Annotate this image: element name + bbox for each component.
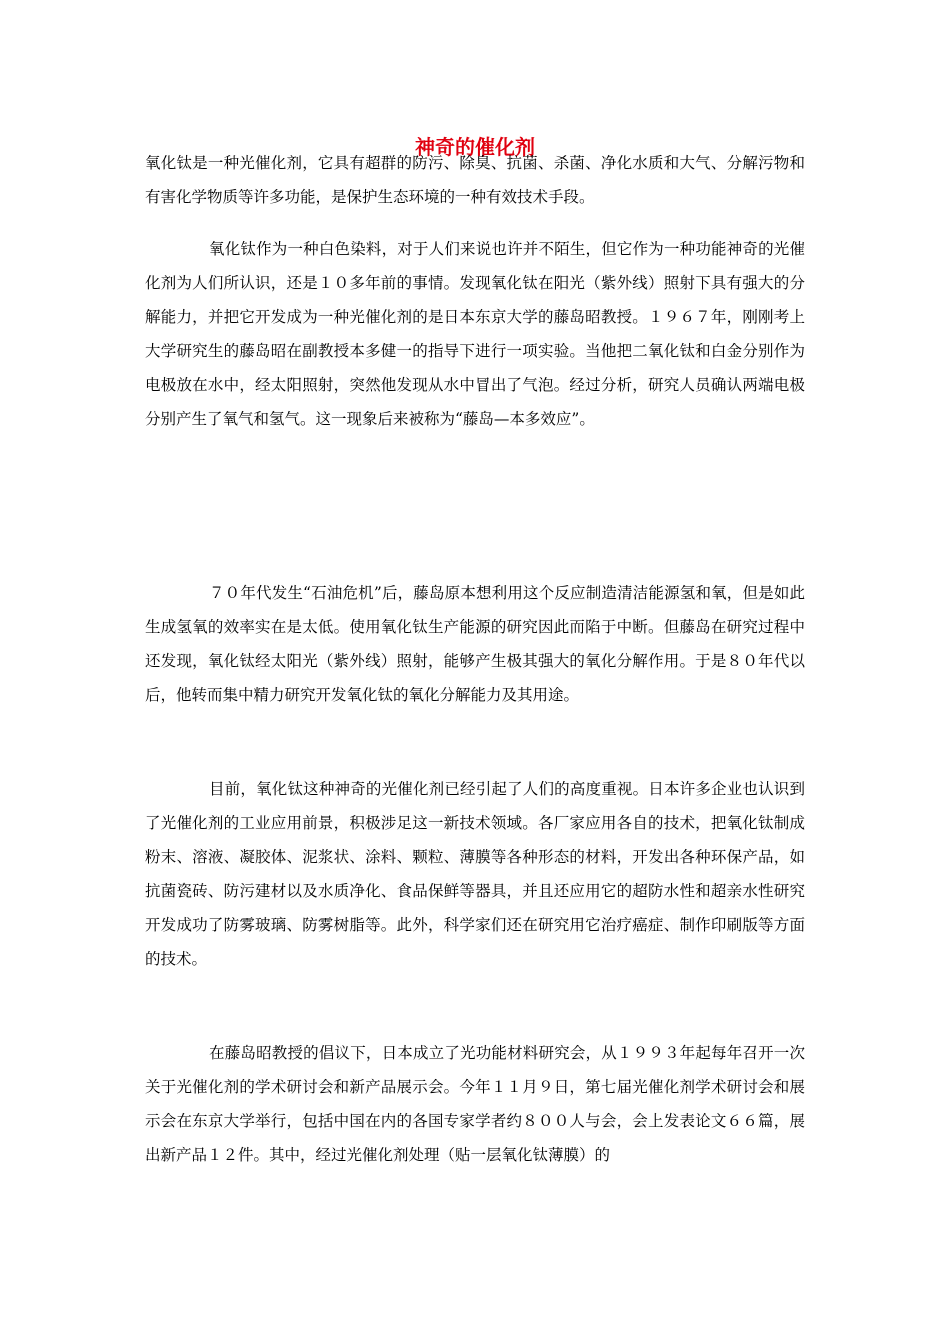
paragraph-applications: 目前，氧化钛这种神奇的光催化剂已经引起了人们的高度重视。日本许多企业也认识到了光催化剂的工业应用前景，积极涉足这一新技术领域。各厂家应用各自的技术，把氧化钛制成粉末、溶液、凝胶体、泥浆状、涂料、颗粒、薄膜等各种形态的材料，开发出各种环保产品，如抗菌瓷砖、防污建材以及水质净化、食品保鲜等器具，并且还应用它的超防水性和超亲水性研究开发成功了防雾玻璃、防雾树脂等。此外，科学家们还在研究用它治疗癌症、制作印刷版等方面的技术。 bbox=[145, 780, 805, 968]
paragraph-discovery: 氧化钛作为一种白色染料，对于人们来说也许并不陌生，但它作为一种功能神奇的光催化剂为人们所认识，还是１０多年前的事情。发现氧化钛在阳光（紫外线）照射下具有强大的分解能力，并把它开发成为一种光催化剂的是日本东京大学的藤岛昭教授。１９６７年，刚刚考上大学研究生的藤岛昭在副教授本多健一的指导下进行一项实验。当他把二氧化钛和白金分别作为电极放在水中，经太阳照射，突然他发现从水中冒出了气泡。经过分析，研究人员确认两端电极分别产生了氧气和氢气。这一现象后来被称为“藤岛—本多效应”。 bbox=[145, 240, 805, 428]
paragraph-research-society: 在藤岛昭教授的倡议下，日本成立了光功能材料研究会，从１９９３年起每年召开一次关于光催化剂的学术研讨会和新产品展示会。今年１１月９日，第七届光催化剂学术研讨会和展示会在东京大学举行，包括中国在内的各国专家学者约８００人与会，会上发表论文６６篇，展出新产品１２件。其中，经过光催化剂处理（贴一层氧化钛薄膜）的 bbox=[145, 1044, 805, 1164]
paragraph-intro: 氧化钛是一种光催化剂，它具有超群的防污、除臭、抗菌、杀菌、净化水质和大气、分解污物和有害化学物质等许多功能，是保护生态环境的一种有效技术手段。 bbox=[145, 154, 805, 206]
document-title: 神奇的催化剂 bbox=[415, 135, 535, 160]
paragraph-oil-crisis: ７０年代发生“石油危机”后，藤岛原本想利用这个反应制造清洁能源氢和氧，但是如此生成氢氧的效率实在是太低。使用氧化钛生产能源的研究因此而陷于中断。但藤岛在研究过程中还发现，氧化钛经太阳光（紫外线）照射，能够产生极其强大的氧化分解作用。于是８０年代以后，他转而集中精力研究开发氧化钛的氧化分解能力及其用途。 bbox=[145, 584, 805, 704]
